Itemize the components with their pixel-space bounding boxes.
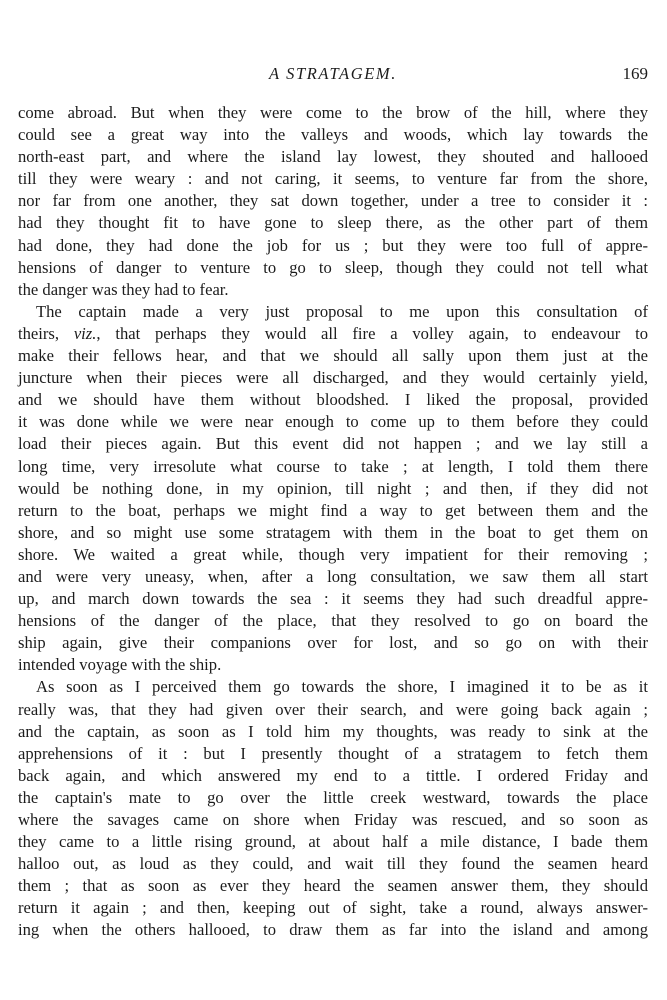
text-line: shore, and so might use some stratagem with them in the boat to get them on: [18, 522, 648, 542]
text-line: them ; that as soon as ever they heard the seamen answer them, they should: [18, 876, 648, 896]
text-line: could see a great way into the valleys and woods, which lay towards the: [18, 125, 648, 145]
page-number: 169: [622, 64, 648, 83]
text-line: return to the boat, perhaps we might find a way to get between them and the: [18, 500, 648, 520]
text-line: halloo out, as loud as they could, and wait till they found the seamen heard: [18, 854, 648, 874]
text-line: had they thought fit to have gone to sleep there, as the other part of them: [18, 213, 648, 233]
text-line: north-east part, and where the island lay lowest, they shouted and hallooed: [18, 147, 648, 167]
text-line: intended voyage with the ship.: [18, 655, 222, 675]
text-line: ing when the others hallooed, to draw them as far into the island and among: [18, 920, 648, 940]
text-line: juncture when their pieces were all discharged, and they would certainly yield,: [18, 368, 648, 388]
text-line: ship again, give their companions over for lost, and so go on with their: [18, 633, 648, 653]
text-line: hensions of the danger of the place, that they resolved to go on board the: [18, 611, 648, 631]
text-line: where the savages came on shore when Friday was rescued, and so soon as: [18, 810, 648, 829]
text-line: As soon as I perceived them go towards the shore, I imagined it to be as it: [36, 677, 648, 697]
text-line: and the captain, as soon as I told him my thoughts, was ready to sink at the: [18, 721, 648, 741]
text-line: had done, they had done the job for us ; but they were too full of appre-: [18, 235, 648, 255]
text-line: nor far from one another, they sat down together, under a tree to consider it :: [18, 191, 648, 211]
text-line: theirs, viz., that perhaps they would all fire a volley again, to endeavour to: [18, 323, 648, 343]
text-line: make their fellows hear, and that we should all sally upon them just at the: [18, 346, 648, 366]
text-line: up, and march down towards the sea : it seems they had such dreadful appre-: [18, 589, 648, 609]
body-text: [18, 102, 648, 942]
text-line: it was done while we were near enough to come up to them before they could: [18, 412, 648, 432]
text-line: load their pieces again. But this event did not happen ; and we lay still a: [18, 434, 648, 454]
text-line: really was, that they had given over their search, and were going back again ;: [18, 699, 648, 719]
text-line: hensions of danger to venture to go to sleep, though they could not tell what: [18, 257, 648, 277]
text-line: long time, very irresolute what course to take ; at length, I told them there: [18, 456, 648, 476]
text-line: and were very uneasy, when, after a long consultation, we saw them all start: [18, 566, 648, 586]
text-line: back again, and which answered my end to a tittle. I ordered Friday and: [18, 765, 648, 785]
text-line: the danger was they had to fear.: [18, 279, 229, 299]
text-line: till they were weary : and not caring, it seems, to venture far from the shore,: [18, 169, 648, 189]
running-title: A STRATAGEM.: [269, 64, 397, 83]
text-line: apprehensions of it : but I presently thought of a stratagem to fetch them: [18, 743, 648, 763]
text-line: The captain made a very just proposal to me upon this consultation of: [36, 301, 648, 321]
text-line: return it again ; and then, keeping out of sight, take a round, always answer-: [18, 898, 648, 918]
text-line: come abroad. But when they were come to the brow of the hill, where they: [18, 103, 648, 122]
text-line: would be nothing done, in my opinion, till night ; and then, if they did not: [18, 478, 648, 498]
text-line: shore. We waited a great while, though very impatient for their removing ;: [18, 544, 648, 564]
text-line: they came to a little rising ground, at about half a mile distance, I bade them: [18, 832, 648, 852]
text-line: and we should have them without bloodshed. I liked the proposal, provided: [18, 390, 648, 410]
running-head: [18, 64, 648, 88]
text-line: the captain's mate to go over the little creek westward, towards the place: [18, 787, 648, 807]
